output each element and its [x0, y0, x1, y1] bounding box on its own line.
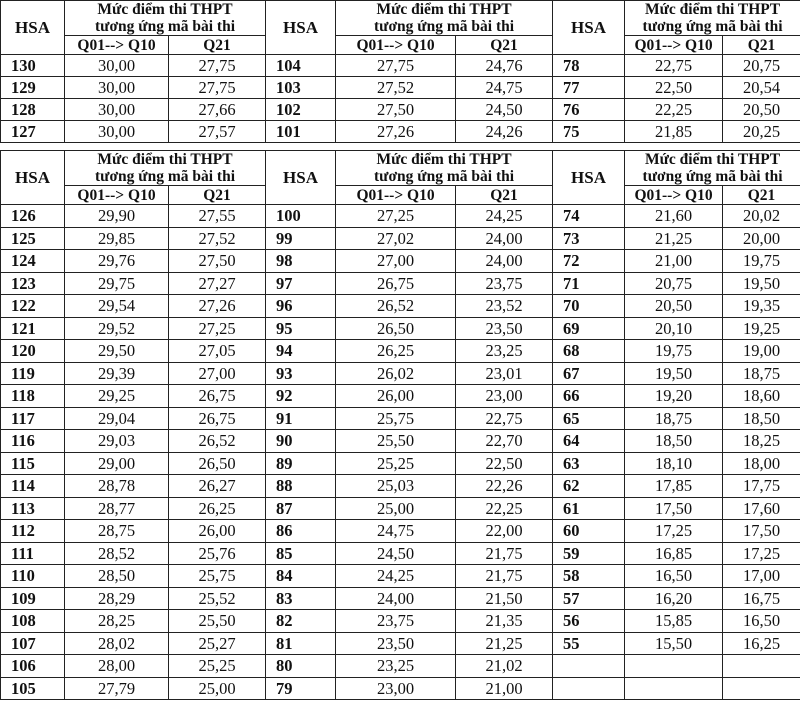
q01-q10-cell: 17,50 — [625, 497, 723, 520]
q01-q10-cell: 22,50 — [625, 77, 723, 99]
hsa-cell — [553, 677, 625, 700]
hsa-cell: 77 — [553, 77, 625, 99]
q21-cell: 26,00 — [169, 520, 266, 543]
hsa-cell: 106 — [1, 655, 65, 678]
q01-q10-cell: 15,85 — [625, 610, 723, 633]
q21-cell: 19,00 — [723, 340, 800, 363]
hsa-cell: 68 — [553, 340, 625, 363]
hsa-cell: 75 — [553, 121, 625, 143]
q21-cell: 23,52 — [456, 295, 553, 318]
table-row — [1, 250, 800, 273]
q01-q10-header: Q01--> Q10 — [336, 36, 456, 55]
hsa-cell: 101 — [266, 121, 336, 143]
hsa-header: HSA — [266, 1, 336, 55]
q01-q10-cell: 26,25 — [336, 340, 456, 363]
hsa-cell: 72 — [553, 250, 625, 273]
hsa-cell: 125 — [1, 227, 65, 250]
q01-q10-cell: 29,75 — [65, 272, 169, 295]
hsa-cell: 71 — [553, 272, 625, 295]
q21-cell: 16,75 — [723, 587, 800, 610]
q01-q10-cell — [625, 655, 723, 678]
q01-q10-cell: 25,25 — [336, 452, 456, 475]
q01-q10-cell: 25,03 — [336, 475, 456, 498]
q21-cell: 21,35 — [456, 610, 553, 633]
hsa-cell: 57 — [553, 587, 625, 610]
q01-q10-cell: 20,50 — [625, 295, 723, 318]
table-row — [1, 295, 800, 318]
q21-cell: 18,00 — [723, 452, 800, 475]
hsa-cell: 128 — [1, 99, 65, 121]
q01-q10-cell: 16,50 — [625, 565, 723, 588]
q01-q10-cell: 27,75 — [336, 55, 456, 77]
q01-q10-cell: 30,00 — [65, 121, 169, 143]
q01-q10-cell: 28,50 — [65, 565, 169, 588]
q01-q10-cell: 28,52 — [65, 542, 169, 565]
q01-q10-cell: 24,25 — [336, 565, 456, 588]
table-row — [1, 99, 800, 121]
q01-q10-cell: 25,00 — [336, 497, 456, 520]
hsa-cell: 55 — [553, 632, 625, 655]
q21-cell: 24,26 — [456, 121, 553, 143]
q21-cell: 22,25 — [456, 497, 553, 520]
table-row — [1, 655, 800, 678]
q01-q10-cell: 26,52 — [336, 295, 456, 318]
hsa-cell: 129 — [1, 77, 65, 99]
q01-q10-cell: 28,00 — [65, 655, 169, 678]
q21-cell: 25,50 — [169, 610, 266, 633]
q21-cell: 26,50 — [169, 452, 266, 475]
hsa-cell: 92 — [266, 385, 336, 408]
q21-header: Q21 — [723, 36, 800, 55]
hsa-cell: 104 — [266, 55, 336, 77]
q21-cell: 21,25 — [456, 632, 553, 655]
hsa-cell: 67 — [553, 362, 625, 385]
hsa-header: HSA — [1, 1, 65, 55]
q01-q10-cell: 25,50 — [336, 430, 456, 453]
q21-cell: 18,60 — [723, 385, 800, 408]
hsa-cell: 82 — [266, 610, 336, 633]
hsa-cell: 78 — [553, 55, 625, 77]
hsa-cell: 94 — [266, 340, 336, 363]
hsa-cell: 97 — [266, 272, 336, 295]
hsa-header: HSA — [266, 151, 336, 205]
q01-q10-cell: 26,75 — [336, 272, 456, 295]
q21-cell: 23,25 — [456, 340, 553, 363]
q01-q10-header: Q01--> Q10 — [65, 186, 169, 205]
group-header: Mức điểm thi THPT tương ứng mã bài thi — [625, 1, 800, 36]
q21-cell: 27,66 — [169, 99, 266, 121]
q01-q10-cell: 23,75 — [336, 610, 456, 633]
q21-cell: 23,00 — [456, 385, 553, 408]
q01-q10-cell: 16,85 — [625, 542, 723, 565]
q01-q10-cell: 28,02 — [65, 632, 169, 655]
q21-cell: 27,27 — [169, 272, 266, 295]
hsa-cell: 80 — [266, 655, 336, 678]
q01-q10-cell: 26,02 — [336, 362, 456, 385]
table-row — [1, 452, 800, 475]
q21-cell: 19,50 — [723, 272, 800, 295]
q21-cell: 27,52 — [169, 227, 266, 250]
q21-header: Q21 — [456, 186, 553, 205]
q01-q10-cell: 23,25 — [336, 655, 456, 678]
hsa-cell: 112 — [1, 520, 65, 543]
q01-q10-cell: 29,90 — [65, 205, 169, 228]
q01-q10-cell: 24,00 — [336, 587, 456, 610]
hsa-cell: 95 — [266, 317, 336, 340]
q01-q10-cell: 17,25 — [625, 520, 723, 543]
q01-q10-cell — [625, 677, 723, 700]
q01-q10-cell: 25,75 — [336, 407, 456, 430]
hsa-cell: 93 — [266, 362, 336, 385]
q21-cell: 20,50 — [723, 99, 800, 121]
table-body-main — [1, 205, 800, 700]
q01-q10-cell: 21,00 — [625, 250, 723, 273]
q21-cell: 26,75 — [169, 407, 266, 430]
q21-cell: 18,50 — [723, 407, 800, 430]
q21-cell: 20,02 — [723, 205, 800, 228]
q21-cell: 21,75 — [456, 565, 553, 588]
q01-q10-cell: 16,20 — [625, 587, 723, 610]
q21-cell: 25,75 — [169, 565, 266, 588]
hsa-cell: 59 — [553, 542, 625, 565]
q01-q10-cell: 29,76 — [65, 250, 169, 273]
q21-cell: 27,25 — [169, 317, 266, 340]
hsa-cell: 110 — [1, 565, 65, 588]
group-header: Mức điểm thi THPT tương ứng mã bài thi — [625, 151, 800, 186]
q21-cell: 27,50 — [169, 250, 266, 273]
hsa-cell: 65 — [553, 407, 625, 430]
hsa-cell: 58 — [553, 565, 625, 588]
table-row — [1, 121, 800, 143]
table-row — [1, 385, 800, 408]
q21-cell: 23,50 — [456, 317, 553, 340]
hsa-cell: 107 — [1, 632, 65, 655]
score-table-main — [0, 150, 800, 709]
table-row — [1, 565, 800, 588]
hsa-cell: 127 — [1, 121, 65, 143]
q01-q10-cell: 21,60 — [625, 205, 723, 228]
group-header: Mức điểm thi THPT tương ứng mã bài thi — [65, 151, 266, 186]
q21-cell — [723, 655, 800, 678]
hsa-cell: 90 — [266, 430, 336, 453]
hsa-cell: 89 — [266, 452, 336, 475]
hsa-cell: 73 — [553, 227, 625, 250]
q01-q10-cell: 18,10 — [625, 452, 723, 475]
q01-q10-cell: 30,00 — [65, 55, 169, 77]
hsa-cell: 85 — [266, 542, 336, 565]
hsa-cell: 123 — [1, 272, 65, 295]
q01-q10-cell: 22,75 — [625, 55, 723, 77]
table-row — [1, 587, 800, 610]
hsa-cell: 61 — [553, 497, 625, 520]
q01-q10-cell: 23,00 — [336, 677, 456, 700]
q21-cell: 19,35 — [723, 295, 800, 318]
hsa-cell: 81 — [266, 632, 336, 655]
q01-q10-cell: 20,75 — [625, 272, 723, 295]
q21-cell: 17,25 — [723, 542, 800, 565]
q01-q10-cell: 28,77 — [65, 497, 169, 520]
q21-cell: 25,76 — [169, 542, 266, 565]
q01-q10-cell: 28,25 — [65, 610, 169, 633]
q21-cell: 19,75 — [723, 250, 800, 273]
hsa-cell: 96 — [266, 295, 336, 318]
score-table-top — [0, 0, 800, 143]
q01-q10-cell: 27,26 — [336, 121, 456, 143]
q21-cell: 25,52 — [169, 587, 266, 610]
hsa-header: HSA — [1, 151, 65, 205]
hsa-cell — [553, 655, 625, 678]
q21-header: Q21 — [456, 36, 553, 55]
q21-cell: 22,50 — [456, 452, 553, 475]
hsa-cell: 124 — [1, 250, 65, 273]
hsa-cell: 117 — [1, 407, 65, 430]
table-row — [1, 55, 800, 77]
q01-q10-cell: 22,25 — [625, 99, 723, 121]
q21-header: Q21 — [723, 186, 800, 205]
table-row — [1, 497, 800, 520]
hsa-cell: 87 — [266, 497, 336, 520]
q01-q10-cell: 29,00 — [65, 452, 169, 475]
q01-q10-cell: 18,75 — [625, 407, 723, 430]
q21-cell: 23,01 — [456, 362, 553, 385]
q01-q10-cell: 18,50 — [625, 430, 723, 453]
hsa-cell: 116 — [1, 430, 65, 453]
hsa-cell: 114 — [1, 475, 65, 498]
hsa-cell: 86 — [266, 520, 336, 543]
q21-cell: 24,75 — [456, 77, 553, 99]
hsa-cell: 126 — [1, 205, 65, 228]
group-header: Mức điểm thi THPT tương ứng mã bài thi — [336, 151, 553, 186]
q01-q10-cell: 24,75 — [336, 520, 456, 543]
table-body-top — [1, 55, 800, 143]
table-row — [1, 77, 800, 99]
hsa-cell: 121 — [1, 317, 65, 340]
q01-q10-cell: 17,85 — [625, 475, 723, 498]
q21-cell: 26,25 — [169, 497, 266, 520]
hsa-cell: 115 — [1, 452, 65, 475]
hsa-cell: 102 — [266, 99, 336, 121]
table-row — [1, 610, 800, 633]
q21-cell: 27,26 — [169, 295, 266, 318]
q21-cell: 21,50 — [456, 587, 553, 610]
table-row — [1, 542, 800, 565]
q01-q10-cell: 15,50 — [625, 632, 723, 655]
q01-q10-cell: 29,39 — [65, 362, 169, 385]
hsa-cell: 120 — [1, 340, 65, 363]
q01-q10-cell: 20,10 — [625, 317, 723, 340]
table-row — [1, 520, 800, 543]
group-header: Mức điểm thi THPT tương ứng mã bài thi — [65, 1, 266, 36]
q01-q10-cell: 27,02 — [336, 227, 456, 250]
hsa-cell: 108 — [1, 610, 65, 633]
hsa-header: HSA — [553, 1, 625, 55]
q21-cell: 27,05 — [169, 340, 266, 363]
q01-q10-cell: 29,25 — [65, 385, 169, 408]
hsa-cell: 130 — [1, 55, 65, 77]
q01-q10-cell: 29,04 — [65, 407, 169, 430]
q01-q10-cell: 19,50 — [625, 362, 723, 385]
q01-q10-cell: 27,50 — [336, 99, 456, 121]
hsa-cell: 83 — [266, 587, 336, 610]
q21-cell: 20,54 — [723, 77, 800, 99]
table-row — [1, 677, 800, 700]
q21-cell: 24,00 — [456, 227, 553, 250]
q21-cell: 25,25 — [169, 655, 266, 678]
hsa-cell: 76 — [553, 99, 625, 121]
table-row — [1, 205, 800, 228]
hsa-cell: 74 — [553, 205, 625, 228]
q01-q10-header: Q01--> Q10 — [625, 36, 723, 55]
group-header: Mức điểm thi THPT tương ứng mã bài thi — [336, 1, 553, 36]
hsa-cell: 99 — [266, 227, 336, 250]
q21-cell: 22,26 — [456, 475, 553, 498]
table-row — [1, 632, 800, 655]
q21-cell: 17,50 — [723, 520, 800, 543]
q21-cell: 23,75 — [456, 272, 553, 295]
q21-cell: 16,25 — [723, 632, 800, 655]
q21-cell: 25,00 — [169, 677, 266, 700]
q21-cell: 27,57 — [169, 121, 266, 143]
hsa-cell: 70 — [553, 295, 625, 318]
q01-q10-header: Q01--> Q10 — [336, 186, 456, 205]
q21-header: Q21 — [169, 186, 266, 205]
hsa-cell: 84 — [266, 565, 336, 588]
table-row — [1, 475, 800, 498]
q01-q10-cell: 28,78 — [65, 475, 169, 498]
hsa-cell: 98 — [266, 250, 336, 273]
hsa-cell: 63 — [553, 452, 625, 475]
q21-cell: 20,75 — [723, 55, 800, 77]
q21-cell: 17,60 — [723, 497, 800, 520]
hsa-cell: 66 — [553, 385, 625, 408]
hsa-cell: 60 — [553, 520, 625, 543]
hsa-cell: 64 — [553, 430, 625, 453]
q21-cell: 26,52 — [169, 430, 266, 453]
q01-q10-cell: 29,03 — [65, 430, 169, 453]
q21-cell: 22,00 — [456, 520, 553, 543]
hsa-cell: 69 — [553, 317, 625, 340]
q01-q10-cell: 30,00 — [65, 77, 169, 99]
q21-cell: 17,75 — [723, 475, 800, 498]
hsa-cell: 118 — [1, 385, 65, 408]
hsa-cell: 62 — [553, 475, 625, 498]
table-row — [1, 362, 800, 385]
q21-cell: 22,75 — [456, 407, 553, 430]
q21-cell: 19,25 — [723, 317, 800, 340]
hsa-cell: 103 — [266, 77, 336, 99]
hsa-cell: 88 — [266, 475, 336, 498]
table-row — [1, 430, 800, 453]
hsa-cell: 100 — [266, 205, 336, 228]
q21-cell: 16,50 — [723, 610, 800, 633]
q01-q10-cell: 27,00 — [336, 250, 456, 273]
table-row — [1, 227, 800, 250]
q21-cell: 21,00 — [456, 677, 553, 700]
q21-cell: 18,25 — [723, 430, 800, 453]
hsa-cell: 119 — [1, 362, 65, 385]
q21-cell: 20,00 — [723, 227, 800, 250]
score-table-top-fragment — [0, 0, 800, 152]
hsa-cell: 109 — [1, 587, 65, 610]
q21-cell: 20,25 — [723, 121, 800, 143]
q01-q10-header: Q01--> Q10 — [625, 186, 723, 205]
hsa-cell: 111 — [1, 542, 65, 565]
q21-cell: 27,00 — [169, 362, 266, 385]
q21-cell: 24,50 — [456, 99, 553, 121]
hsa-cell: 122 — [1, 295, 65, 318]
hsa-cell: 79 — [266, 677, 336, 700]
q01-q10-cell: 27,25 — [336, 205, 456, 228]
q21-cell — [723, 677, 800, 700]
q21-cell: 21,75 — [456, 542, 553, 565]
q01-q10-cell: 29,52 — [65, 317, 169, 340]
hsa-header: HSA — [553, 151, 625, 205]
q21-cell: 24,76 — [456, 55, 553, 77]
q21-cell: 22,70 — [456, 430, 553, 453]
q01-q10-cell: 19,75 — [625, 340, 723, 363]
q21-header: Q21 — [169, 36, 266, 55]
hsa-cell: 56 — [553, 610, 625, 633]
q21-cell: 18,75 — [723, 362, 800, 385]
q21-cell: 24,25 — [456, 205, 553, 228]
q01-q10-cell: 27,79 — [65, 677, 169, 700]
table-row — [1, 317, 800, 340]
q21-cell: 26,27 — [169, 475, 266, 498]
q01-q10-cell: 28,29 — [65, 587, 169, 610]
q01-q10-cell: 26,50 — [336, 317, 456, 340]
q21-cell: 21,02 — [456, 655, 553, 678]
q21-cell: 27,75 — [169, 77, 266, 99]
q01-q10-cell: 29,85 — [65, 227, 169, 250]
q21-cell: 27,55 — [169, 205, 266, 228]
table-row — [1, 407, 800, 430]
q21-cell: 24,00 — [456, 250, 553, 273]
q01-q10-cell: 21,85 — [625, 121, 723, 143]
q01-q10-cell: 23,50 — [336, 632, 456, 655]
q01-q10-cell: 29,54 — [65, 295, 169, 318]
q01-q10-cell: 24,50 — [336, 542, 456, 565]
score-table — [0, 150, 800, 700]
q01-q10-cell: 21,25 — [625, 227, 723, 250]
q21-cell: 27,75 — [169, 55, 266, 77]
q01-q10-cell: 26,00 — [336, 385, 456, 408]
hsa-cell: 91 — [266, 407, 336, 430]
hsa-cell: 105 — [1, 677, 65, 700]
q01-q10-cell: 29,50 — [65, 340, 169, 363]
q01-q10-cell: 28,75 — [65, 520, 169, 543]
table-row — [1, 272, 800, 295]
q01-q10-cell: 27,52 — [336, 77, 456, 99]
q01-q10-header: Q01--> Q10 — [65, 36, 169, 55]
q21-cell: 17,00 — [723, 565, 800, 588]
q01-q10-cell: 19,20 — [625, 385, 723, 408]
q21-cell: 26,75 — [169, 385, 266, 408]
q01-q10-cell: 30,00 — [65, 99, 169, 121]
q21-cell: 25,27 — [169, 632, 266, 655]
hsa-cell: 113 — [1, 497, 65, 520]
table-row — [1, 340, 800, 363]
